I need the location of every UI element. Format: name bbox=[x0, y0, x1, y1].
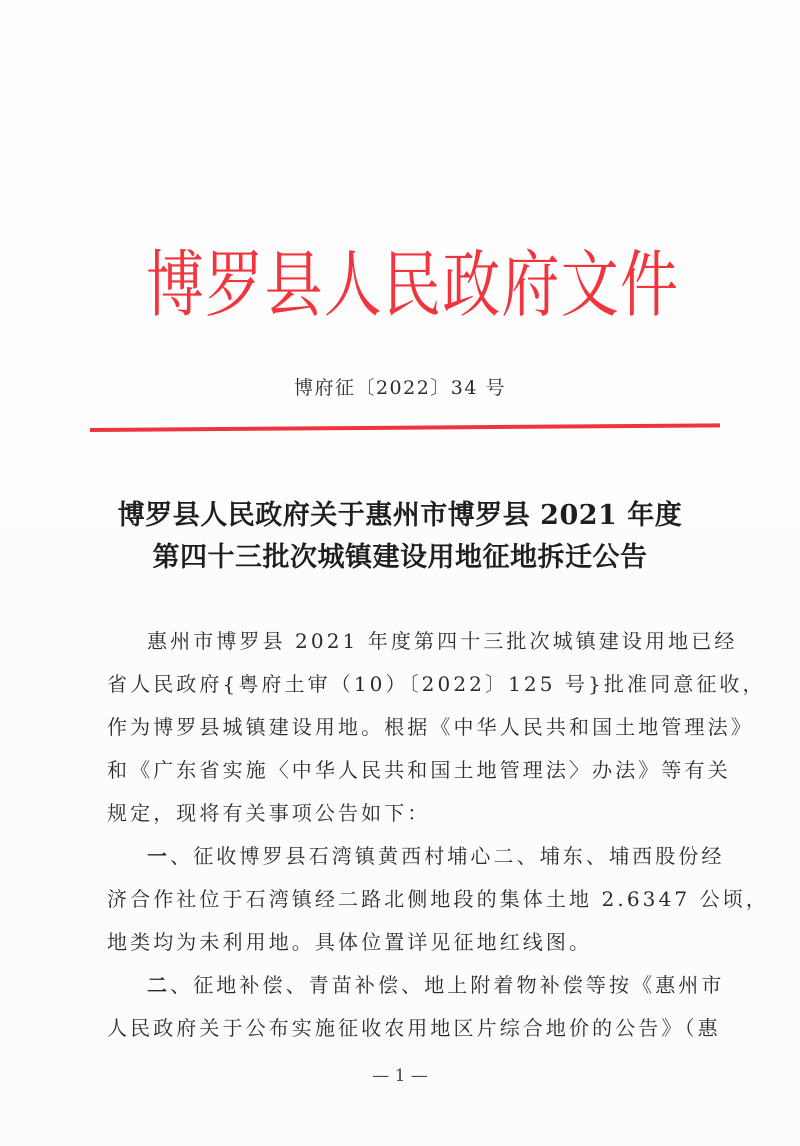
notice-title-line-1: 博罗县人民政府关于惠州市博罗县 2021 年度 bbox=[117, 500, 683, 531]
document-number: 博府征〔2022〕34 号 bbox=[293, 377, 507, 399]
body-line: 人民政府关于公布实施征收农用地区片综合地价的公告》（惠 bbox=[107, 1016, 721, 1040]
notice-title-line-2: 第四十三批次城镇建设用地征地拆迁公告 bbox=[152, 542, 648, 573]
section-one-first-line bbox=[147, 840, 725, 869]
body-line: 惠州市博罗县 2021 年度第四十三批次城镇建设用地已经 bbox=[147, 629, 738, 653]
red-divider-line bbox=[90, 423, 720, 432]
body-line: 地类均为未利用地。具体位置详见征地红线图。 bbox=[107, 930, 593, 954]
body-line: 济合作社位于石湾镇经二路北侧地段的集体土地 2.6347 公顷， bbox=[107, 887, 769, 911]
header-char: 县 bbox=[264, 242, 323, 328]
page-number: — 1 — bbox=[372, 1066, 428, 1086]
header-char: 民 bbox=[383, 242, 442, 328]
header-char: 人 bbox=[323, 242, 382, 328]
header-char: 文 bbox=[560, 242, 619, 328]
section-two-first-line bbox=[147, 969, 725, 998]
section-two-lead: 二 bbox=[147, 973, 171, 997]
body-line-text: 、征地补偿、青苗补偿、地上附着物补偿等按《惠州市 bbox=[170, 973, 725, 997]
body-line: 省人民政府{粤府土审（10）〔2022〕125 号}批准同意征收， bbox=[107, 672, 766, 696]
header-char: 罗 bbox=[205, 242, 264, 328]
header-char: 博 bbox=[146, 242, 205, 328]
section-one-lead: 一 bbox=[147, 844, 171, 868]
header-char: 府 bbox=[501, 242, 560, 328]
body-line: 规定，现将有关事项公告如下： bbox=[107, 801, 431, 825]
header-char: 件 bbox=[620, 242, 679, 328]
body-line: 和《广东省实施〈中华人民共和国土地管理法〉办法》等有关 bbox=[107, 758, 731, 782]
body-line-text: 、征收博罗县石湾镇黄西村埔心二、埔东、埔西股份经 bbox=[170, 844, 725, 868]
issuing-authority-header bbox=[146, 240, 679, 330]
header-char: 政 bbox=[442, 242, 501, 328]
body-line: 作为博罗县城镇建设用地。根据《中华人民共和国土地管理法》 bbox=[107, 715, 754, 739]
